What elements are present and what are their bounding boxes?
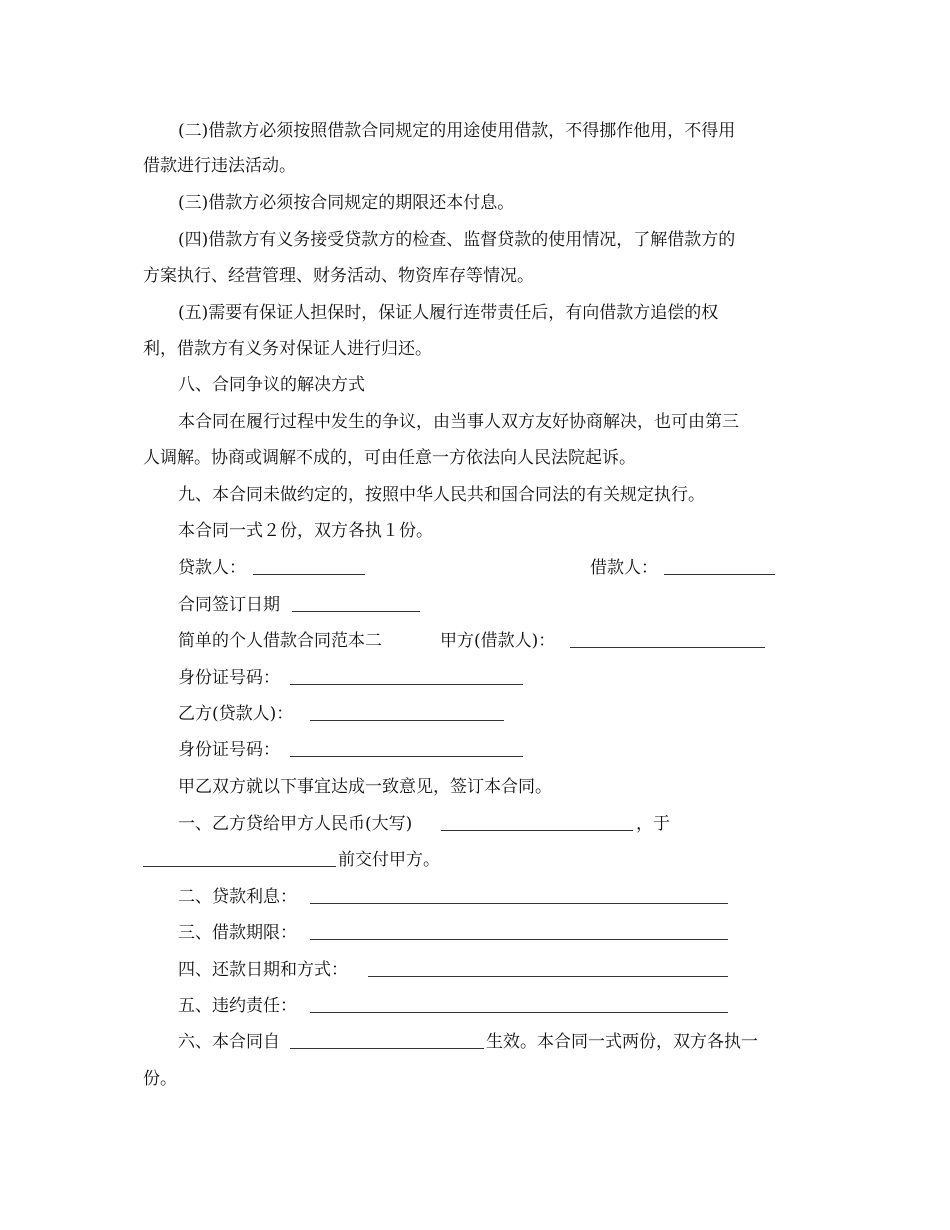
clause-4-line-2: 方案执行、经营管理、财务活动、物资库存等情况。	[143, 266, 534, 286]
id-number-label-b: 身份证号码：	[178, 740, 280, 760]
delivery-date-line[interactable]	[143, 866, 336, 867]
repayment-line[interactable]	[368, 976, 728, 977]
clause-3: (三)借款方必须按合同规定的期限还本付息。	[178, 193, 515, 213]
clause-2-line-1: (二)借款方必须按照借款合同规定的用途使用借款，不得挪作他用，不得用	[178, 121, 736, 141]
loan-amount-line[interactable]	[441, 830, 633, 831]
term-1-mid: ，于	[636, 814, 670, 834]
template-2-title: 简单的个人借款合同范本二	[178, 631, 382, 651]
party-b-label: 乙方(贷款人)：	[178, 704, 294, 724]
term-5-label: 五、违约责任：	[178, 996, 297, 1016]
clause-2-line-2: 借款进行违法活动。	[143, 156, 296, 176]
loan-term-line[interactable]	[310, 939, 728, 940]
borrower-signature-line[interactable]	[664, 574, 775, 575]
section-8-line-2: 人调解。协商或调解不成的，可由任意一方依法向人民法院起诉。	[143, 448, 636, 468]
term-1-label: 一、乙方贷给甲方人民币(大写)	[178, 814, 413, 834]
clause-5-line-2: 利，借款方有义务对保证人进行归还。	[143, 339, 432, 359]
sign-date-label: 合同签订日期	[178, 595, 280, 615]
borrower-label: 借款人：	[590, 558, 658, 578]
section-8-line-1: 本合同在履行过程中发生的争议，由当事人双方友好协商解决，也可由第三	[178, 412, 739, 432]
term-6-label: 六、本合同自	[178, 1032, 280, 1052]
term-3-label: 三、借款期限：	[178, 923, 297, 943]
term-6-mid: 生效。本合同一式两份，双方各执一	[486, 1032, 758, 1052]
lender-signature-line[interactable]	[253, 574, 365, 575]
id-number-line-b[interactable]	[290, 756, 523, 757]
id-number-line-a[interactable]	[290, 684, 523, 685]
sign-date-line[interactable]	[292, 611, 420, 612]
effective-date-line[interactable]	[290, 1048, 484, 1049]
party-b-line[interactable]	[310, 720, 504, 721]
term-1-end: 前交付甲方。	[338, 850, 440, 870]
lender-label: 贷款人：	[178, 558, 246, 578]
term-4-label: 四、还款日期和方式：	[178, 960, 348, 980]
term-2-label: 二、贷款利息：	[178, 887, 297, 907]
party-a-label: 甲方(借款人)：	[440, 631, 556, 651]
clause-4-line-1: (四)借款方有义务接受贷款方的检查、监督贷款的使用情况，了解借款方的	[178, 230, 736, 250]
section-9: 九、本合同未做约定的，按照中华人民共和国合同法的有关规定执行。	[178, 485, 705, 505]
party-a-line[interactable]	[570, 647, 765, 648]
term-6-end: 份。	[143, 1069, 177, 1089]
liability-line[interactable]	[310, 1012, 728, 1013]
id-number-label-a: 身份证号码：	[178, 668, 280, 688]
agreement-statement: 甲乙双方就以下事宜达成一致意见，签订本合同。	[178, 777, 552, 797]
interest-line[interactable]	[310, 903, 728, 904]
copies-note: 本合同一式２份，双方各执１份。	[178, 521, 433, 541]
clause-5-line-1: (五)需要有保证人担保时，保证人履行连带责任后，有向借款方追偿的权	[178, 303, 719, 323]
section-8-heading: 八、合同争议的解决方式	[178, 375, 365, 395]
